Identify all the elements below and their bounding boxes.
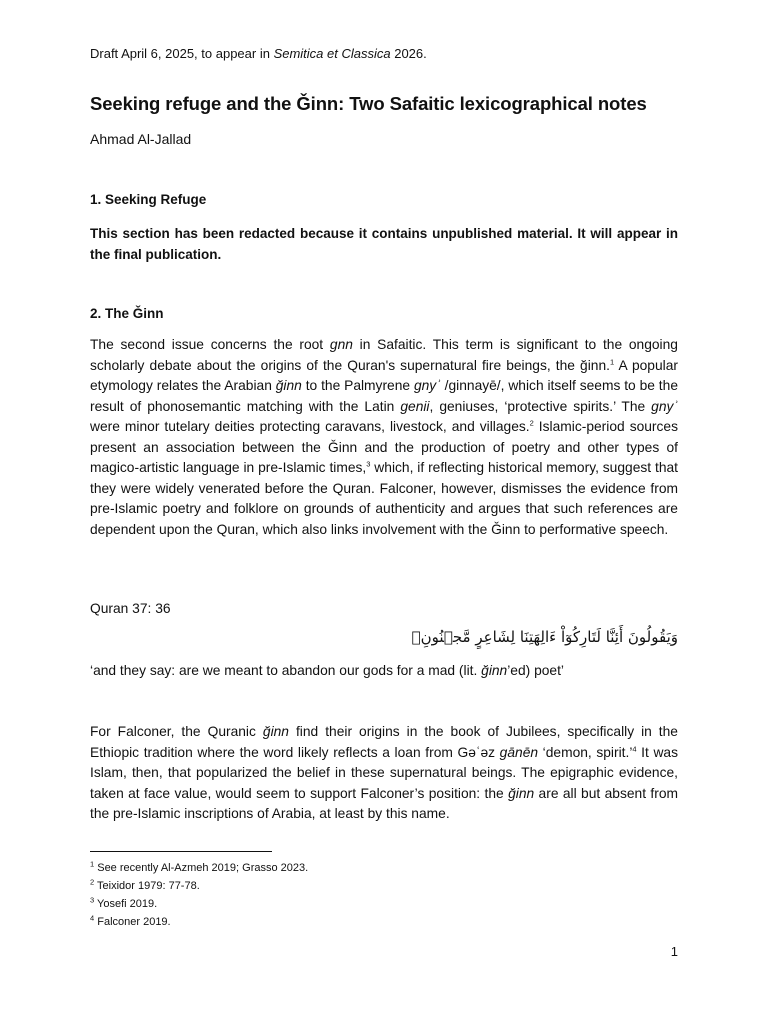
author-name: Ahmad Al-Jallad (90, 131, 192, 147)
paragraph-ginn-intro: The second issue concerns the root gnn in Safaitic. This term is significant to the ongoing scholarly debate about the origins of the Quran's supernatural fire beings, the ğinn.$^1$ A popular etymology relates the Arabian ğinn to the Palmyrene gnyʾ /ginnayē/, which itself seems to be the result of phonosemantic matching with the Latin genii, geniuses, ‘protective spirits.’ The gnyʾ were minor tutelary deities protecting caravans, livestock, and villages.$^2$ Islamic-period sources present an association between the Ǧinn and the production of poetry and other types of magico-artistic language in pre-Islamic times,$^3$ which, if reflecting historical memory, suggest that they were widely venerated before the Quran. Falconer, however, dismisses the evidence from pre-Islamic poetry and folklore on grounds of authenticity and argues that such references are dependent upon the Quran, which also links involvement with the Ǧinn to performative speech. (90, 337, 678, 537)
footnote-ref-2[interactable]: 2 (529, 418, 534, 428)
footnote-3: $^3$ Yosefi 2019. (90, 895, 158, 910)
footnote-separator (90, 851, 272, 852)
arabic-verse: وَيَقُولُونَ أَئِنَّا لَتَارِكُوٓاْ ءَالِهَتِنَا لِشَاعِرٍ مَّجۡنُونِۭ (411, 628, 678, 646)
footnote-ref-4[interactable]: 4 (632, 743, 637, 753)
footnote-4: $^4$ Falconer 2019. (90, 913, 171, 928)
paper-title: Seeking refuge and the Ǧinn: Two Safaitic lexicographical notes (90, 93, 647, 114)
page-number: 1 (670, 944, 678, 959)
footnote-ref-1[interactable]: 1 (609, 356, 615, 366)
footnote-ref-3[interactable]: 3 (366, 459, 371, 469)
draft-header: Draft April 6, 2025, to appear in Semitica et Classica 2026. (90, 46, 427, 61)
redaction-notice: This section has been redacted because it contains unpublished material. It will appear in the final publication. (90, 226, 678, 262)
paragraph-falconer: For Falconer, the Quranic ğinn find their origins in the book of Jubilees, specifically in the Ethiopic tradition where the word likely reflects a loan from Gəʿəz gānēn ‘demon, spirit.’$^4$ It was Islam, then, that popularized the belief in these supernatural beings. The epigraphic evidence, taken at face value, would seem to support Falconer’s position: the ğinn are all but absent from the pre-Islamic inscriptions of Arabia, at least by this name. (90, 724, 678, 821)
journal-name: Semitica et Classica (273, 46, 391, 61)
footnote-1: $^1$ See recently Al-Azmeh 2019; Grasso 2023. (90, 859, 309, 874)
quran-citation: Quran 37: 36 (90, 601, 171, 616)
footnote-2: $^2$ Teixidor 1979: 77-78. (90, 877, 200, 892)
section-2-heading: 2. The Ǧinn (90, 306, 164, 321)
verse-translation: ‘and they say: are we meant to abandon our gods for a mad (lit. ğinn’ed) poet’ (90, 663, 564, 678)
section-1-heading: 1. Seeking Refuge (90, 192, 207, 207)
